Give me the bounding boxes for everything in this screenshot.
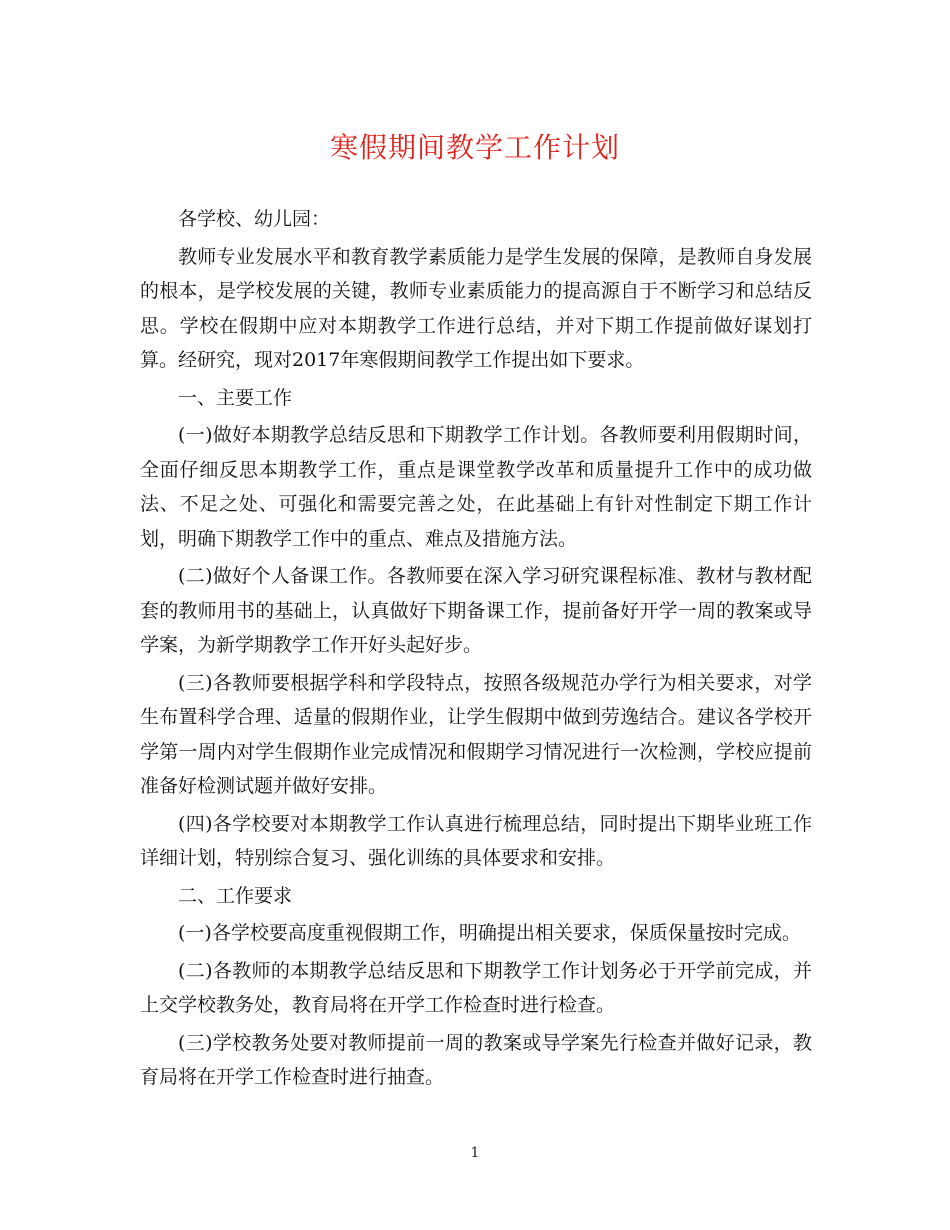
paragraph-requirement-2: (二)各教师的本期教学总结反思和下期教学工作计划务必于开学前完成，并上交学校教务处，教育局将在开学工作检查时进行检查。 (140, 959, 812, 1016)
section-heading-requirements: 二、工作要求 (178, 884, 293, 907)
document-body (140, 202, 812, 1098)
paragraph-main-work-2: (二)做好个人备课工作。各教师要在深入学习研究课程标准、教材与教材配套的教师用书的基础上，认真做好下期备课工作，提前备好开学一周的教案或导学案，为新学期教学工作开好头起好步。 (140, 565, 812, 656)
paragraph-main-work-1: (一)做好本期教学总结反思和下期教学工作计划。各教师要利用假期时间，全面仔细反思本期教学工作，重点是课堂教学改革和质量提升工作中的成功做法、不足之处、可强化和需要完善之处，在此基础上有针对性制定下期工作计划，明确下期教学工作中的重点、难点及措施方法。 (140, 424, 812, 550)
document-title: 寒假期间教学工作计划 (329, 131, 620, 164)
salutation: 各学校、幼儿园： (178, 208, 331, 230)
page-number: 1 (470, 1145, 480, 1161)
paragraph-main-work-4: (四)各学校要对本期教学工作认真进行梳理总结，同时提出下期毕业班工作详细计划，特别综合复习、强化训练的具体要求和安排。 (140, 812, 812, 869)
paragraph-main-work-3: (三)各教师要根据学科和学段特点，按照各级规范办学行为相关要求，对学生布置科学合理、适量的假期作业，让学生假期中做到劳逸结合。建议各学校开学第一周内对学生假期作业完成情况和假期学习情况进行一次检测，学校应提前准备好检测试题并做好安排。 (140, 671, 812, 797)
section-heading-main-work: 一、主要工作 (178, 386, 293, 409)
paragraph-requirement-3: (三)学校教务处要对教师提前一周的教案或导学案先行检查并做好记录，教育局将在开学工作检查时进行抽查。 (140, 1031, 812, 1088)
paragraph-intro: 教师专业发展水平和教育教学素质能力是学生发展的保障，是教师自身发展的根本，是学校发展的关键，教师专业素质能力的提高源自于不断学习和总结反思。学校在假期中应对本期教学工作进行总结，并对下期工作提前做好谋划打算。经研究，现对2017年寒假期间教学工作提出如下要求。 (140, 245, 812, 371)
paragraph-requirement-1: (一)各学校要高度重视假期工作，明确提出相关要求，保质保量按时完成。 (178, 922, 801, 944)
